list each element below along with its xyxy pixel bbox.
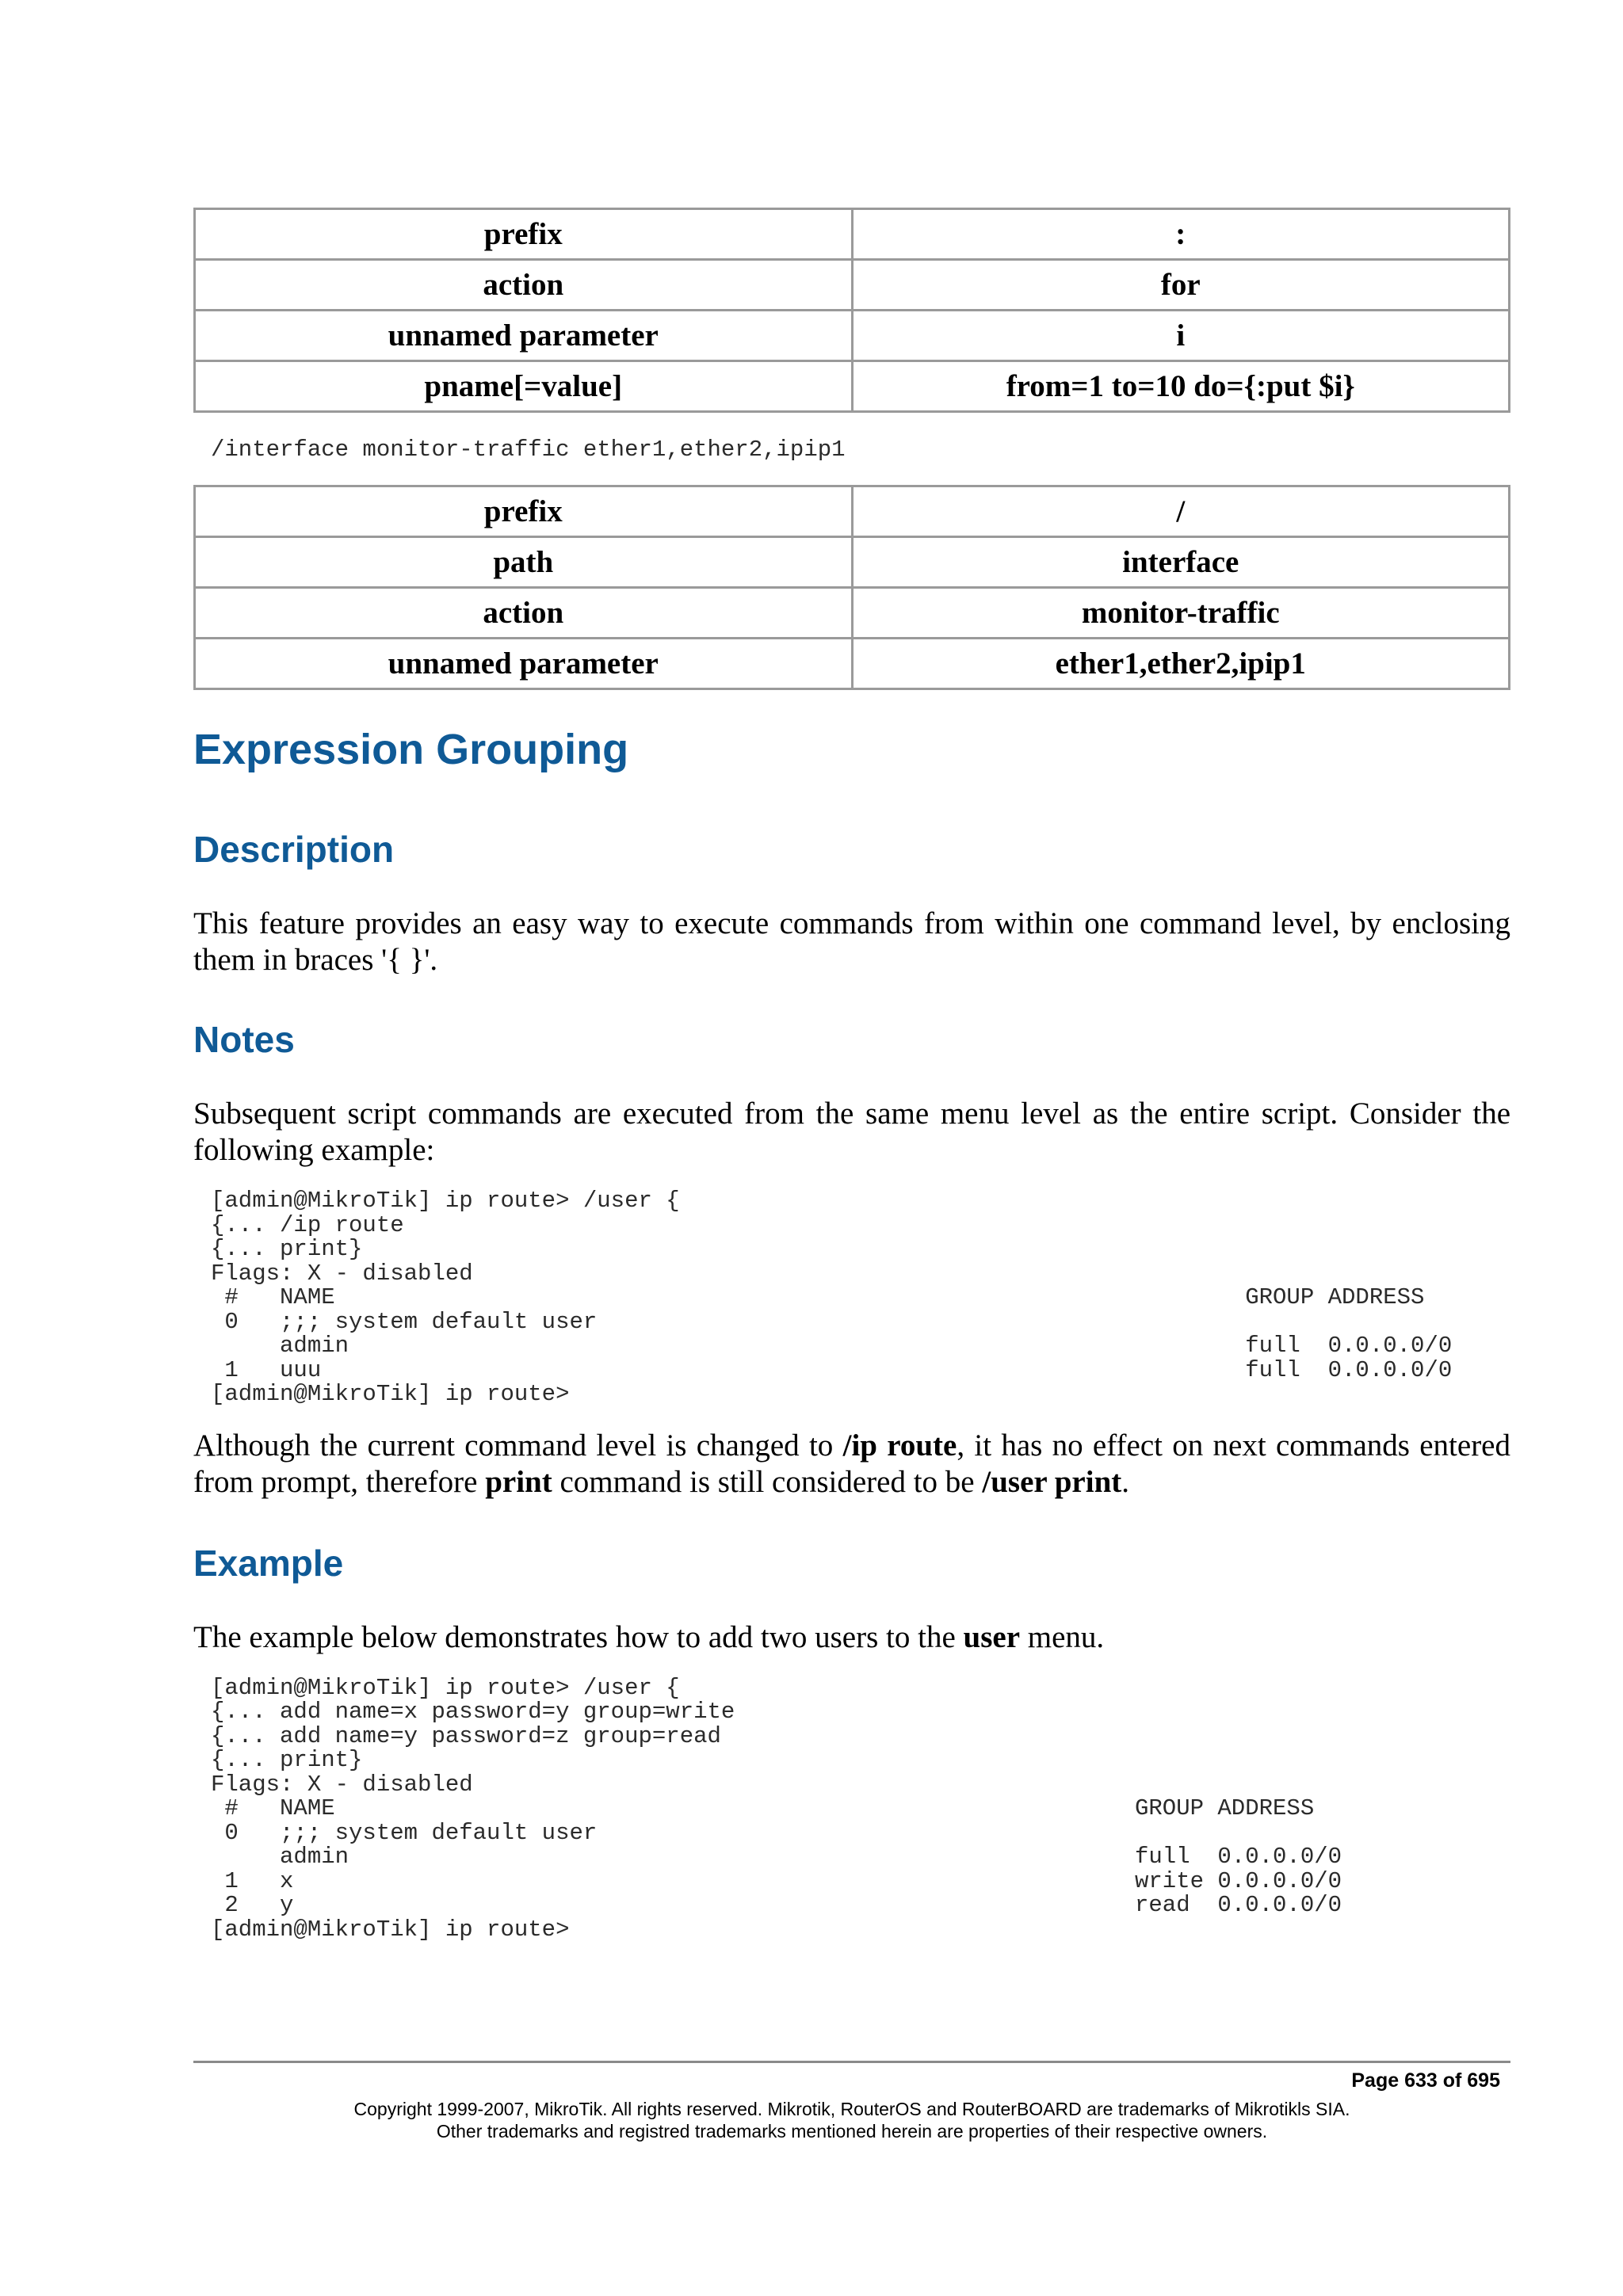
table-cell-value: monitor-traffic xyxy=(852,588,1510,639)
code-line: admin full 0.0.0.0/0 xyxy=(211,1844,1342,1870)
table-cell-key: action xyxy=(195,260,853,311)
table-cell-key: unnamed parameter xyxy=(195,639,853,689)
table-row xyxy=(195,361,1510,412)
code-line: Flags: X - disabled xyxy=(211,1771,473,1798)
syntax-table-monitor-traffic xyxy=(193,485,1510,690)
copyright-line-2: Other trademarks and registred trademarks mentioned herein are properties of their respective owners. xyxy=(436,2121,1268,2142)
table-cell-key: action xyxy=(195,588,853,639)
table-row xyxy=(195,260,1510,311)
syntax-table-for xyxy=(193,208,1510,413)
bold-menu-user: user xyxy=(963,1619,1021,1654)
code-line: {... add name=y password=z group=read xyxy=(211,1722,721,1749)
table-row xyxy=(195,537,1510,588)
table-cell-value: i xyxy=(852,311,1510,361)
example-code-block xyxy=(193,1676,1510,1943)
code-line: [admin@MikroTik] ip route> xyxy=(211,1916,570,1943)
table-cell-key: prefix xyxy=(195,486,853,537)
code-line: {... add name=x password=y group=write xyxy=(211,1699,735,1725)
code-line: [admin@MikroTik] ip route> /user { xyxy=(211,1674,680,1701)
bold-command-ip-route: /ip route xyxy=(842,1428,957,1463)
table-cell-key: unnamed parameter xyxy=(195,311,853,361)
table-cell-value: / xyxy=(852,486,1510,537)
example-heading: Example xyxy=(193,1542,344,1584)
bold-command-user-print: /user print xyxy=(982,1464,1122,1499)
code-line: 2 y read 0.0.0.0/0 xyxy=(211,1892,1342,1918)
code-line: 1 x write 0.0.0.0/0 xyxy=(211,1867,1342,1894)
page-content xyxy=(193,208,1510,1942)
table-cell-value: ether1,ether2,ipip1 xyxy=(852,639,1510,689)
table-cell-key: path xyxy=(195,537,853,588)
notes-explanation: Although the current command level is changed to /ip route, it has no effect on next commands entered from prompt, therefore print command is still considered to be /user print. xyxy=(193,1428,1510,1499)
table-cell-key: prefix xyxy=(195,209,853,260)
section-title: Expression Grouping xyxy=(193,726,629,773)
notes-text: Subsequent script commands are executed from the same menu level as the entire script. Consider the following example: xyxy=(193,1097,1510,1167)
page-number: Page 633 of 695 xyxy=(1351,2069,1500,2092)
code-line: {... /ip route xyxy=(211,1211,404,1238)
code-line: 0 ;;; system default user xyxy=(211,1308,598,1335)
code-line: [admin@MikroTik] ip route> xyxy=(211,1381,570,1407)
code-line: # NAME GROUP ADDRESS xyxy=(211,1284,1425,1310)
code-line: {... print} xyxy=(211,1236,363,1262)
table-row xyxy=(195,209,1510,260)
table-cell-value: for xyxy=(852,260,1510,311)
code-line: 0 ;;; system default user xyxy=(211,1819,598,1846)
code-line: admin full 0.0.0.0/0 xyxy=(211,1333,1453,1359)
code-line: Flags: X - disabled xyxy=(211,1260,473,1287)
table-row xyxy=(195,588,1510,639)
notes-code-block xyxy=(193,1189,1510,1407)
table-row xyxy=(195,311,1510,361)
table-row xyxy=(195,639,1510,689)
bold-command-print: print xyxy=(485,1464,552,1499)
table-row xyxy=(195,486,1510,537)
example-text: The example below demonstrates how to add two users to the user menu. xyxy=(193,1619,1105,1654)
description-heading: Description xyxy=(193,829,395,870)
copyright-notice xyxy=(193,2098,1510,2142)
table-cell-key: pname[=value] xyxy=(195,361,853,412)
table-cell-value: : xyxy=(852,209,1510,260)
code-line: {... print} xyxy=(211,1747,363,1773)
notes-heading: Notes xyxy=(193,1019,295,1060)
code-line: # NAME GROUP ADDRESS xyxy=(211,1795,1315,1821)
command-example: /interface monitor-traffic ether1,ether2,ipip1 xyxy=(211,437,846,463)
table-cell-value: interface xyxy=(852,537,1510,588)
code-line: [admin@MikroTik] ip route> /user { xyxy=(211,1188,680,1214)
table-cell-value: from=1 to=10 do={:put $i} xyxy=(852,361,1510,412)
footer-divider xyxy=(193,2061,1510,2063)
description-text: This feature provides an easy way to execute commands from within one command level, by enclosing them in braces '{ }'. xyxy=(193,906,1510,977)
copyright-line-1: Copyright 1999-2007, MikroTik. All rights reserved. Mikrotik, RouterOS and RouterBOARD are trademarks of Mikrotikls SIA. xyxy=(353,2099,1350,2119)
code-line: 1 uuu full 0.0.0.0/0 xyxy=(211,1356,1453,1383)
